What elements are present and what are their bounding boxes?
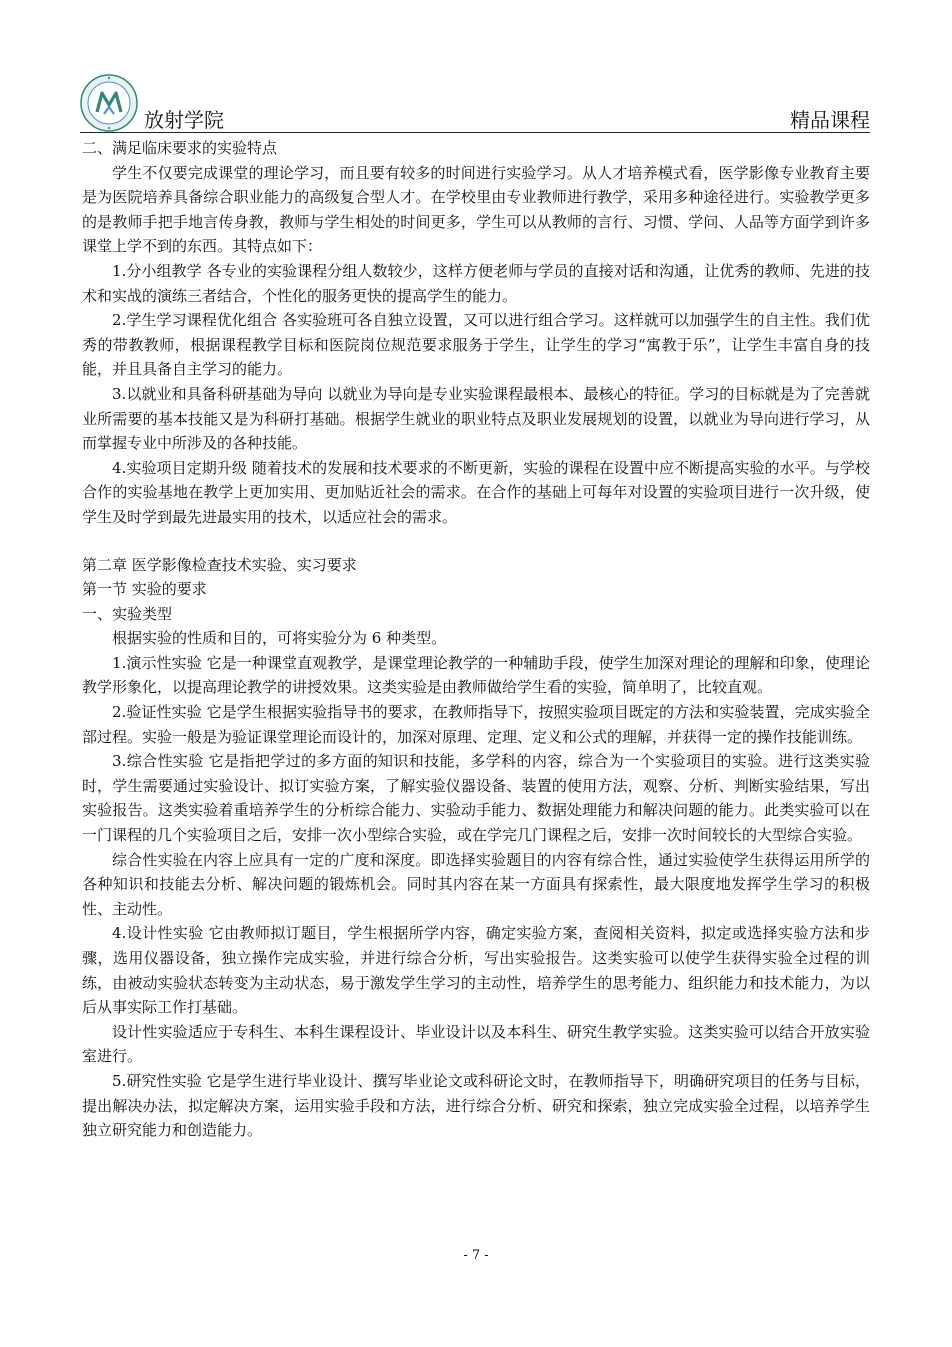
- body-paragraph: 2.验证性实验 它是学生根据实验指导书的要求，在教师指导下，按照实验项目既定的方法和实验装置，完成实验全部过程。实验一般是为验证课堂理论而设计的，加深对原理、定理、定义和公式的理解，并获得一定的操作技能训练。: [82, 703, 870, 746]
- body-paragraph: 4.设计性实验 它由教师拟订题目，学生根据所学内容，确定实验方案，查阅相关资料，拟定或选择实验方法和步骤，选用仪器设备，独立操作完成实验，并进行综合分析，写出实验报告。这类实验可以使学生获得实验全过程的训练，由被动实验状态转变为主动状态，易于激发学生学习的主动性，培养学生的思考能力、组织能力和技术能力，为以后从事实际工作打基础。: [82, 924, 870, 1017]
- department-name: 放射学院: [144, 108, 224, 132]
- body-paragraph: 2.学生学习课程优化组合 各实验班可各自独立设置，又可以进行组合学习。这样就可以加强学生的自主性。我们优秀的带教教师，根据课程教学目标和医院岗位规范要求服务于学生，让学生的学习“寓教于乐”，让学生丰富自身的技能，并且具备自主学习的能力。: [82, 311, 870, 379]
- course-label: 精品课程: [790, 108, 870, 132]
- page-header: [80, 74, 870, 132]
- document-body: [82, 136, 870, 1143]
- section-gap: [82, 530, 870, 553]
- body-paragraph: 1.演示性实验 它是一种课堂直观教学，是课堂理论教学的一种辅助手段，使学生加深对理论的理解和印象，使理论教学形象化，以提高理论教学的讲授效果。这类实验是由教师做给学生看的实验，简单明了，比较直观。: [82, 653, 870, 697]
- header-divider: [80, 132, 870, 133]
- section-heading: 第二章 医学影像检查技术实验、实习要求: [82, 555, 357, 574]
- body-paragraph: 5.研究性实验 它是学生进行毕业设计、撰写毕业论文或科研论文时，在教师指导下，明确研究项目的任务与目标，提出解决办法，拟定解决方案，运用实验手段和方法，进行综合分析、研究和探索，独立完成实验全过程，以培养学生独立研究能力和创造能力。: [82, 1071, 870, 1140]
- body-paragraph: 1.分小组教学 各专业的实验课程分组人数较少，这样方便老师与学员的直接对话和沟通，让优秀的教师、先进的技术和实战的演练三者结合，个性化的服务更快的提高学生的能力。: [82, 261, 870, 305]
- body-paragraph: 4.实验项目定期升级 随着技术的发展和技术要求的不断更新，实验的课程在设置中应不断提高实验的水平。与学校合作的实验基地在教学上更加实用、更加贴近社会的需求。在合作的基础上可每年对设置的实验项目进行一次升级，使学生及时学到最先进最实用的技术，以适应社会的需求。: [82, 458, 870, 526]
- university-logo: [80, 74, 138, 132]
- section-heading: 第一节 实验的要求: [82, 580, 207, 599]
- section-heading: 一、实验类型: [82, 604, 173, 623]
- body-paragraph: 设计性实验适应于专科生、本科生课程设计、毕业设计以及本科生、研究生教学实验。这类实验可以结合开放实验室进行。: [82, 1022, 870, 1066]
- body-paragraph: 3.综合性实验 它是指把学过的多方面的知识和技能，多学科的内容，综合为一个实验项目的实验。进行这类实验时，学生需要通过实验设计、拟订实验方案，了解实验仪器设备、装置的使用方法，观察、分析、判断实验结果，写出实验报告。这类实验着重培养学生的分析综合能力、实验动手能力、数据处理能力和解决问题的能力。此类实验可以在一门课程的几个实验项目之后，安排一次小型综合实验，或在学完几门课程之后，安排一次时间较长的大型综合实验。: [82, 752, 870, 845]
- section-heading: 二、满足临床要求的实验特点: [82, 139, 278, 157]
- body-paragraph: 3.以就业和具备科研基础为导向 以就业为导向是专业实验课程最根本、最核心的特征。学习的目标就是为了完善就业所需要的基本技能又是为科研打基础。根据学生就业的职业特点及职业发展规划的设置，以就业为导向进行学习，从而掌握专业中所涉及的各种技能。: [82, 384, 870, 453]
- body-paragraph: 学生不仅要完成课堂的理论学习，而且要有较多的时间进行实验学习。从人才培养模式看，医学影像专业教育主要是为医院培养具备综合职业能力的高级复合型人才。在学校里由专业教师进行教学，采用多种途径进行。实验教学更多的是教师手把手地言传身教，教师与学生相处的时间更多，学生可以从教师的言行、习惯、学问、人品等方面学到许多课堂上学不到的东西。其特点如下：: [82, 163, 870, 256]
- body-paragraph: 根据实验的性质和目的，可将实验分为 6 种类型。: [112, 629, 447, 648]
- page-number: - 7 -: [463, 1248, 489, 1263]
- body-paragraph: 综合性实验在内容上应具有一定的广度和深度。即选择实验题目的内容有综合性，通过实验使学生获得运用所学的各种知识和技能去分析、解决问题的锻炼机会。同时其内容在某一方面具有探索性，最大限度地发挥学生学习的积极性、主动性。: [82, 850, 870, 918]
